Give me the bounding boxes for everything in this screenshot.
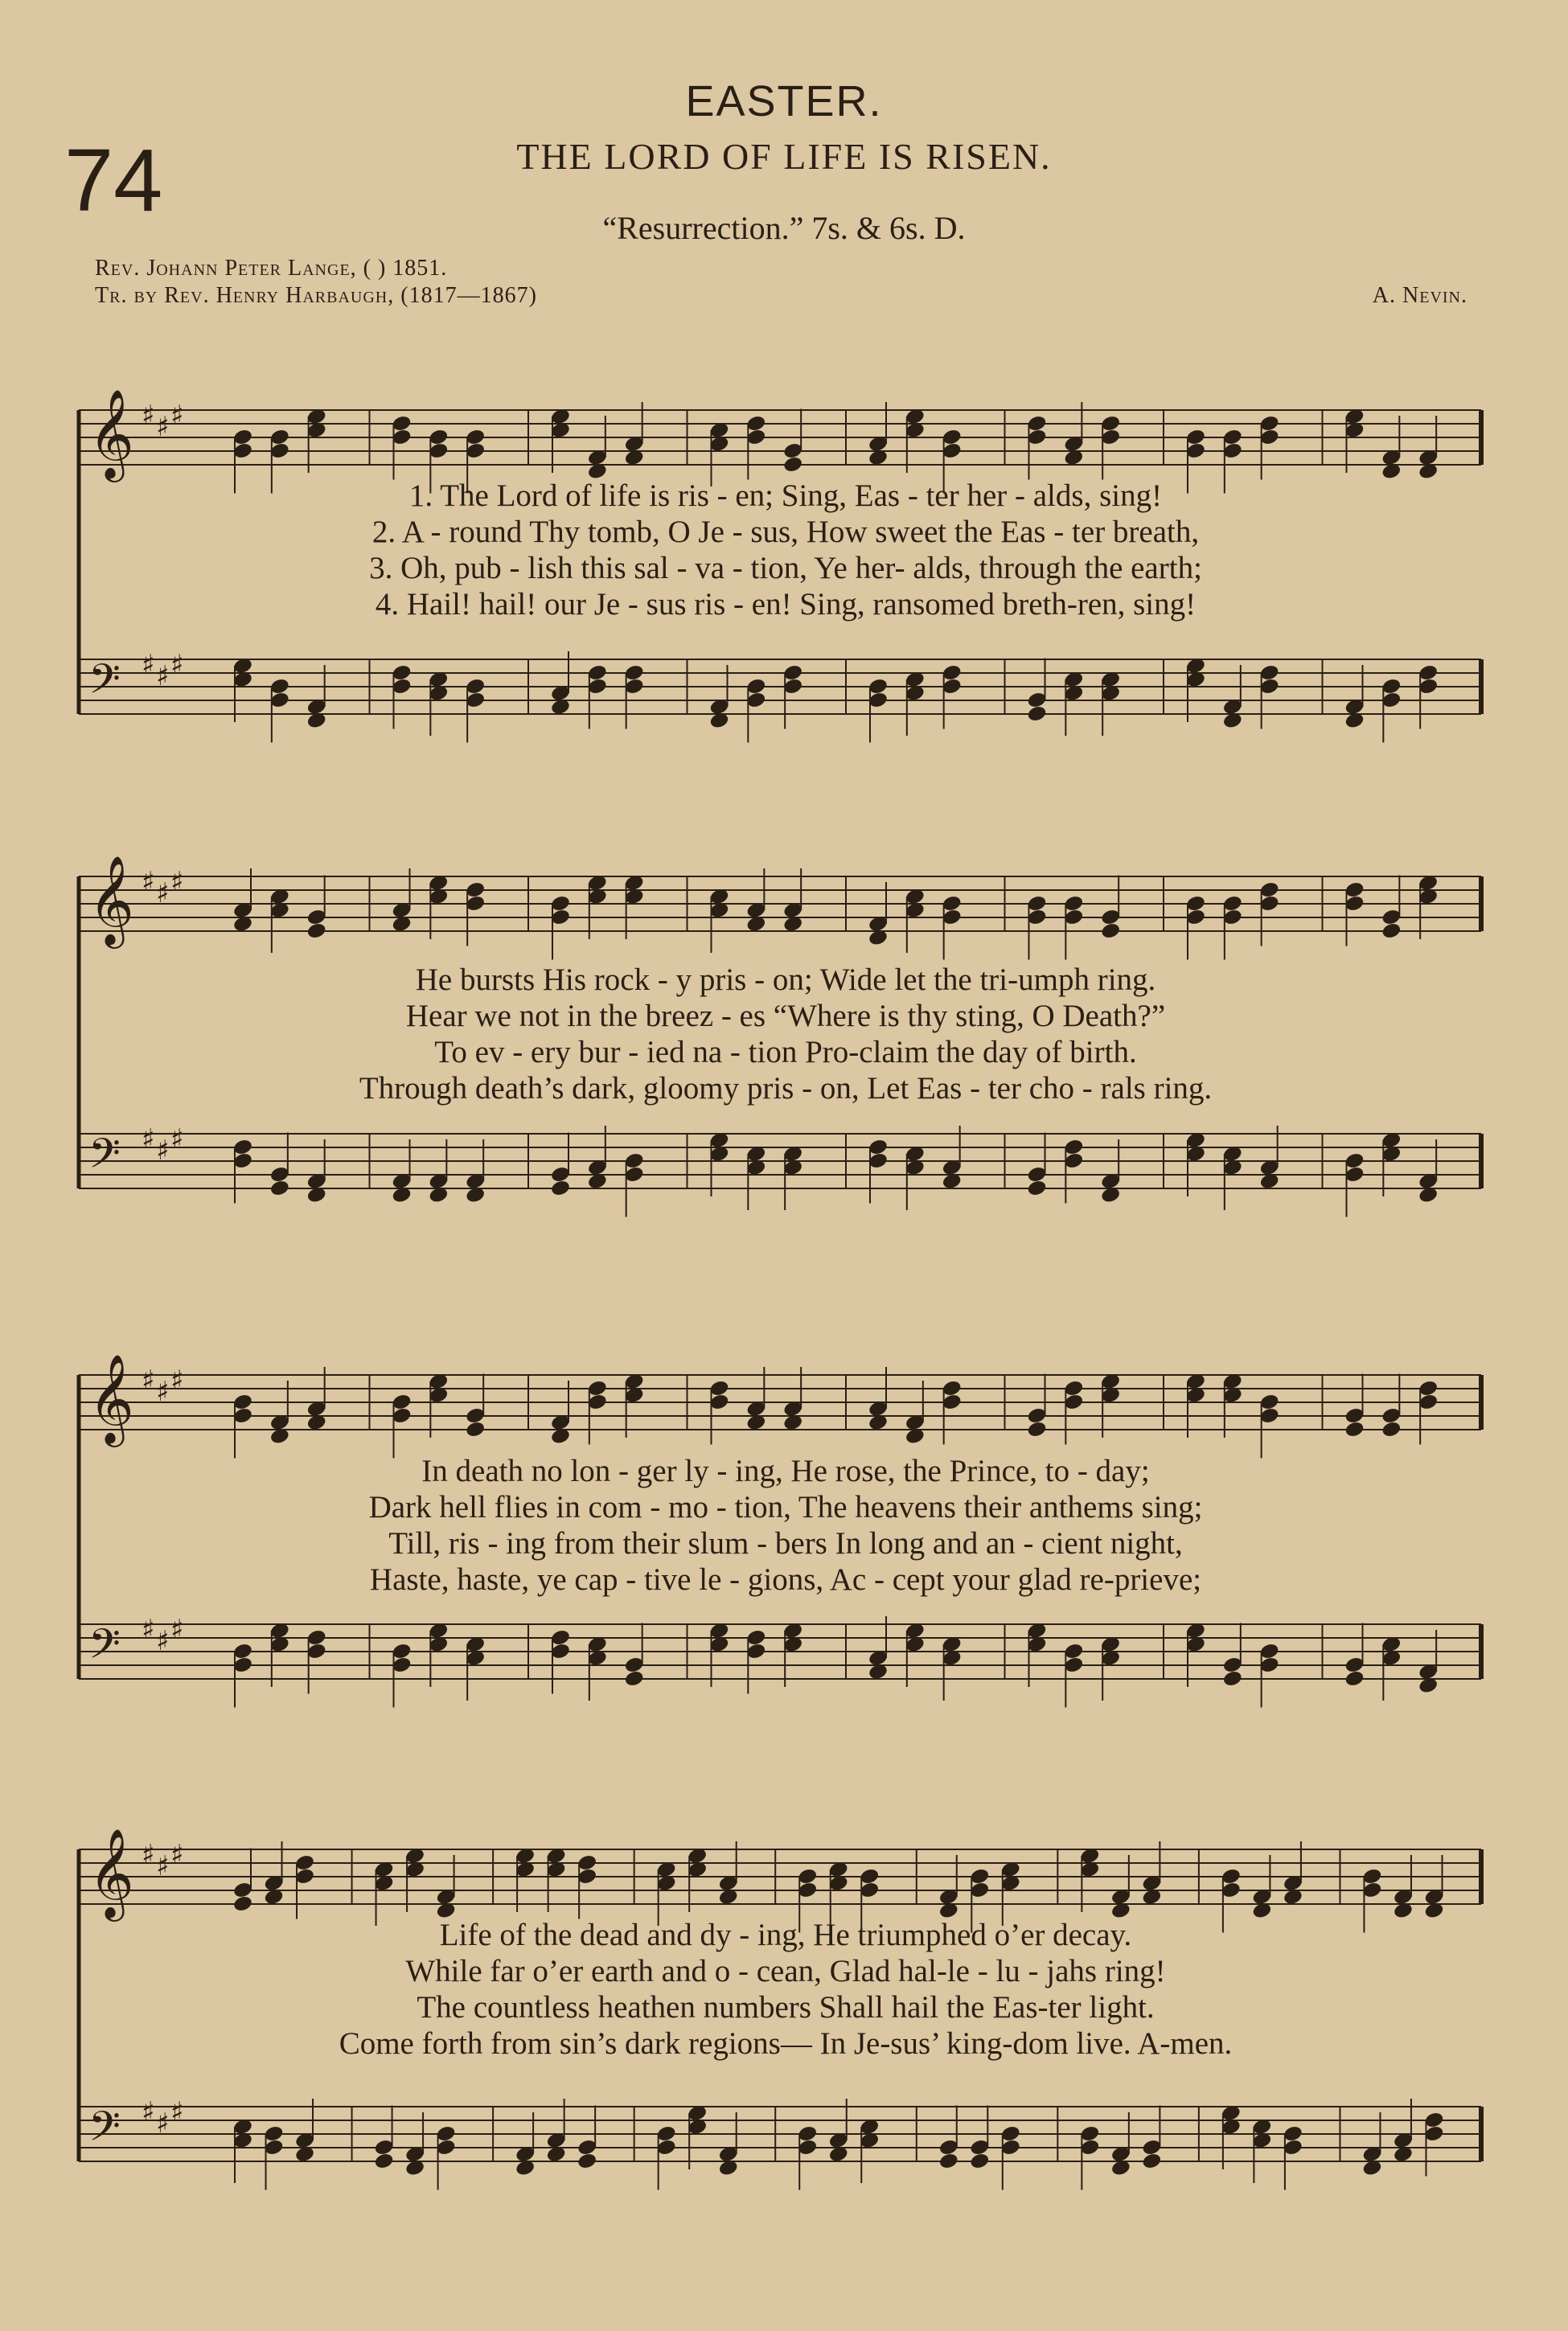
hymn-number: 74	[64, 131, 163, 230]
note-head	[1026, 1420, 1047, 1438]
treble-clef-icon: 𝄞	[88, 388, 134, 478]
hymn-title: THE LORD OF LIFE IS RISEN.	[516, 136, 1052, 177]
bass-clef-icon: 𝄢	[88, 2102, 121, 2161]
treble-clef-icon: 𝄞	[88, 1353, 134, 1443]
note-head	[306, 921, 327, 940]
note-head	[969, 2152, 990, 2170]
sharp-icon: ♯	[142, 649, 155, 681]
sharp-icon: ♯	[142, 1365, 155, 1397]
bass-clef-icon: 𝄢	[88, 1129, 121, 1188]
note-head	[269, 1179, 290, 1197]
sharp-icon: ♯	[156, 1135, 170, 1167]
lyric-line: Through death’s dark, gloomy pris - on, Let Eas - ter cho - rals ring.	[359, 1071, 1213, 1106]
bass-clef-icon: 𝄢	[88, 1619, 121, 1678]
sharp-icon: ♯	[156, 411, 170, 443]
lyric-line: 4. Hail! hail! our Je - sus ris - en! Sing, ransomed breth-ren, sing!	[375, 587, 1197, 622]
note-head	[232, 1894, 253, 1913]
sharp-icon: ♯	[156, 877, 170, 909]
lyric-line: While far o’er earth and o - cean, Glad hal-le - lu - jahs ring!	[405, 1954, 1166, 1988]
music-system-4	[74, 1761, 1497, 2211]
note-head	[782, 455, 803, 474]
lyric-line: Come forth from sin’s dark regions— In Je-sus’ king-dom live. A-men.	[339, 2026, 1233, 2061]
sharp-icon: ♯	[142, 1123, 155, 1155]
music-system-2	[74, 792, 1497, 1250]
treble-clef-icon: 𝄞	[88, 855, 134, 945]
lyric-line: Hear we not in the breez - es “Where is thy sting, O Death?”	[405, 999, 1166, 1033]
note-head	[1344, 1420, 1365, 1438]
sharp-icon: ♯	[142, 2096, 155, 2128]
author-credit: Rev. Johann Peter Lange, ( ) 1851.	[95, 256, 448, 281]
lyric-line: 2. A - round Thy tomb, O Je - sus, How sweet the Eas - ter breath,	[371, 515, 1200, 549]
music-system-1	[74, 322, 1497, 756]
lyric-line: Dark hell flies in com - mo - tion, The heavens their anthems sing;	[368, 1490, 1203, 1525]
sharp-icon: ♯	[170, 1614, 184, 1646]
section-title: EASTER.	[685, 77, 883, 125]
note-head	[1222, 1669, 1243, 1688]
note-head	[373, 2152, 394, 2170]
sharp-icon: ♯	[142, 1614, 155, 1646]
sharp-icon: ♯	[170, 1365, 184, 1397]
note-head	[1141, 2152, 1162, 2170]
note-head	[1026, 704, 1047, 723]
note-head	[1344, 1669, 1365, 1688]
lyric-line: To ev - ery bur - ied na - tion Pro-claim the day of birth.	[434, 1035, 1137, 1069]
lyric-line: Life of the dead and dy - ing, He triumphed o’er decay.	[439, 1918, 1132, 1952]
composer-credit: A. Nevin.	[1372, 283, 1467, 308]
note-head	[938, 2152, 959, 2170]
note-head	[1381, 921, 1402, 940]
tune-line: “Resurrection.” 7s. & 6s. D.	[602, 210, 966, 246]
sharp-icon: ♯	[156, 1850, 170, 1882]
sharp-icon: ♯	[170, 2096, 184, 2128]
lyric-line: Till, ris - ing from their slum - bers In long and an - cient night,	[388, 1526, 1183, 1561]
lyric-line: He bursts His rock - y pris - on; Wide let the tri-umph ring.	[415, 962, 1156, 997]
sharp-icon: ♯	[142, 1839, 155, 1871]
lyric-line: Haste, haste, ye cap - tive le - gions, Ac - cept your glad re-prieve;	[369, 1562, 1202, 1597]
sharp-icon: ♯	[170, 649, 184, 681]
sharp-icon: ♯	[142, 400, 155, 432]
sharp-icon: ♯	[170, 1123, 184, 1155]
bass-clef-icon: 𝄢	[88, 655, 121, 713]
lyric-line: 3. Oh, pub - lish this sal - va - tion, Ye her- alds, through the earth;	[369, 551, 1202, 585]
translator-credit: Tr. by Rev. Henry Harbaugh, (1817—1867)	[95, 283, 537, 308]
sharp-icon: ♯	[170, 1839, 184, 1871]
music-system-3	[74, 1287, 1497, 1737]
note-head	[1381, 1420, 1402, 1438]
lyric-line: The countless heathen numbers Shall hail the Eas-ter light.	[417, 1990, 1155, 2025]
note-head	[624, 1669, 645, 1688]
sharp-icon: ♯	[156, 1625, 170, 1657]
note-head	[465, 1420, 486, 1438]
sharp-icon: ♯	[156, 660, 170, 692]
treble-clef-icon: 𝄞	[88, 1828, 134, 1918]
note-head	[1100, 921, 1121, 940]
lyric-line: In death no lon - ger ly - ing, He rose, the Prince, to - day;	[421, 1454, 1150, 1488]
sharp-icon: ♯	[142, 866, 155, 898]
sharp-icon: ♯	[156, 2107, 170, 2140]
sharp-icon: ♯	[156, 1376, 170, 1408]
lyric-line: 1. The Lord of life is ris - en; Sing, Eas - ter her - alds, sing!	[408, 478, 1163, 513]
note-head	[1026, 1179, 1047, 1197]
sharp-icon: ♯	[170, 400, 184, 432]
sharp-icon: ♯	[170, 866, 184, 898]
note-head	[577, 2152, 597, 2170]
note-head	[550, 1179, 571, 1197]
